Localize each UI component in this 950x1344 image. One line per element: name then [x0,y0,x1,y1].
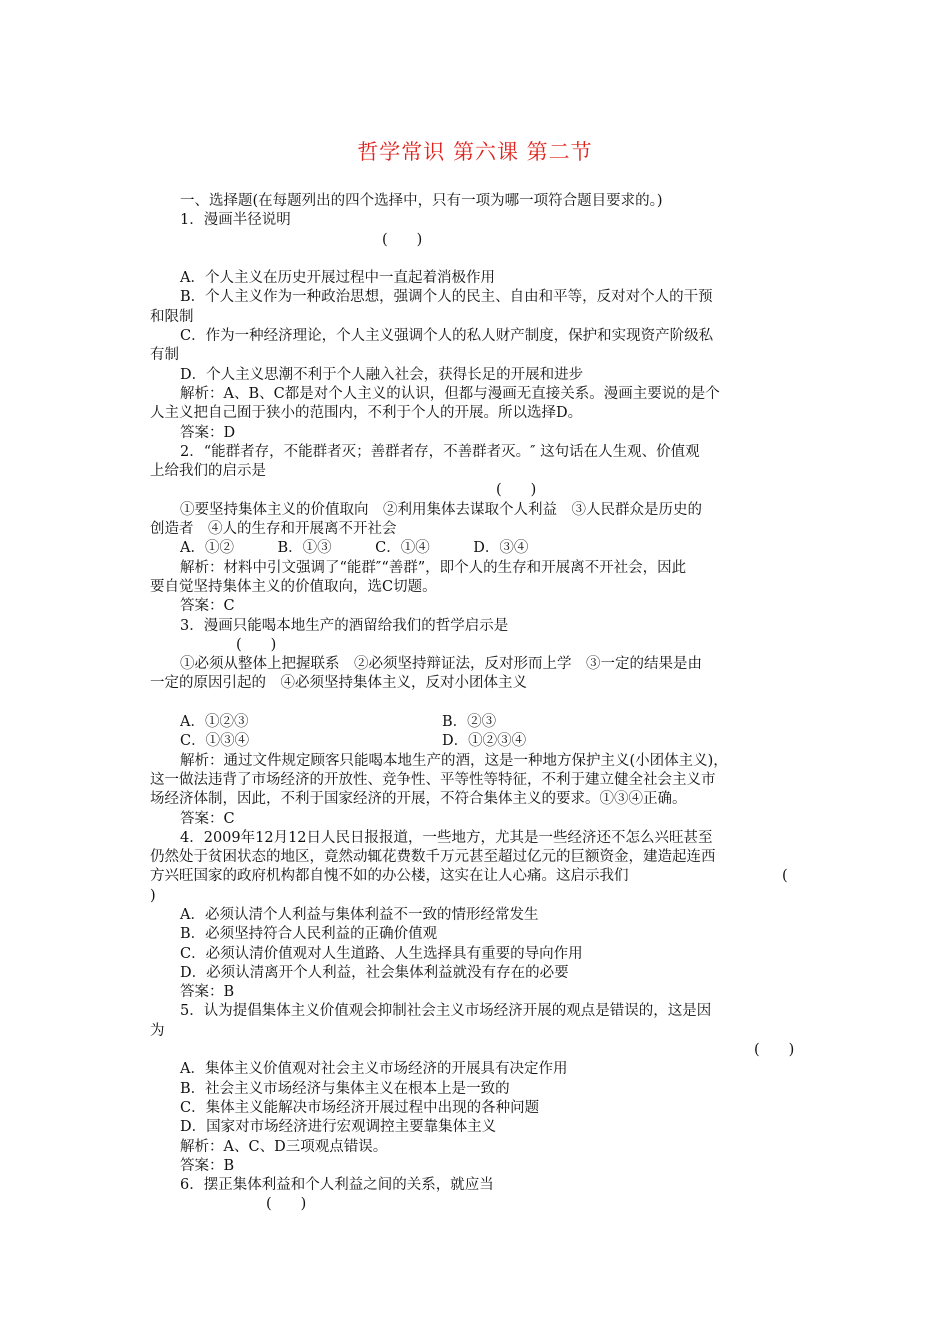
page-title: 哲学常识 第六课 第二节 [357,140,593,164]
q4-option-b: B．必须坚持符合人民利益的正确价值观 [180,926,438,943]
q1-analysis: 解析：A、B、C都是对个人主义的认识，但都与漫画无直接关系。漫画主要说的是个 [180,385,720,402]
q5-option-d: D．国家对市场经济进行宏观调控主要靠集体主义 [180,1119,497,1136]
q2-items-cont: 创造者 ④人的生存和开展离不开社会 [150,521,397,538]
q1-stem: 1．漫画半径说明 [180,212,291,229]
q3-choice-a: A．①②③ [180,714,249,731]
q5-answer: 答案：B [180,1157,235,1174]
q5-option-c: C．集体主义能解决市场经济开展过程中出现的各种问题 [180,1099,540,1116]
q1-option-b: B．个人主义作为一种政治思想，强调个人的民主、自由和平等，反对对个人的干预 [180,289,713,306]
q4-answer-blank-open: ( [782,868,788,885]
q1-answer-blank: ( ) [382,231,423,248]
q2-stem: 2．“能群者存，不能群者灭；善群者存，不善群者灭。″ 这句话在人生观、价值观 [180,443,700,460]
q4-stem: 4．2009年12月12日人民日报报道，一些地方，尤其是一些经济还不怎么兴旺甚至 [180,829,713,846]
q3-choice-d: D．①②③④ [442,733,527,750]
q3-answer-blank: ( ) [236,636,277,653]
q4-stem-cont2 [150,867,806,886]
q3-analysis-cont2: 场经济体制，因此，不利于国家经济的开展，不符合集体主义的要求。①③④正确。 [150,791,687,808]
q2-answer-blank: ( ) [496,482,537,499]
q2-choices: A．①② B．①③ C．①④ D．③④ [180,540,529,557]
q5-answer-blank: ( ) [754,1042,795,1059]
q6-answer-blank: ( ) [266,1196,307,1213]
q2-analysis-cont: 要自觉坚持集体主义的价值取向，选C切题。 [150,578,437,595]
q2-answer: 答案：C [180,598,235,615]
q5-option-b: B．社会主义市场经济与集体主义在根本上是一致的 [180,1080,510,1097]
q1-option-a: A．个人主义在历史开展过程中一直起着消极作用 [180,270,495,287]
q3-analysis-cont: 这一做法违背了市场经济的开放性、竞争性、平等性等特征，不利于建立健全社会主义市 [150,771,716,788]
q3-items-cont: 一定的原因引起的 ④必须坚持集体主义，反对小团体主义 [150,675,527,692]
q1-option-d: D．个人主义思潮不利于个人融入社会，获得长足的开展和进步 [180,366,584,383]
q1-option-c: C．作为一种经济理论，个人主义强调个人的私人财产制度，保护和实现资产阶级私 [180,328,714,345]
q4-stem-text: 方兴旺国家的政府机构都自愧不如的办公楼，这实在让人心痛。这启示我们 [150,868,629,885]
q3-stem: 3．漫画只能喝本地生产的酒留给我们的哲学启示是 [180,617,509,634]
q2-stem-cont: 上给我们的启示是 [150,463,266,480]
q5-analysis: 解析：A、C、D三项观点错误。 [180,1138,388,1155]
q3-choice-c: C．①③④ [180,733,250,750]
q1-option-c-cont: 有制 [150,347,179,364]
q1-answer: 答案：D [180,424,236,441]
q1-option-b-cont: 和限制 [150,308,194,325]
q5-stem-cont: 为 [150,1022,165,1039]
q3-choices-row2 [150,732,806,751]
document-body [150,192,806,1215]
q4-stem-cont: 仍然处于贫困状态的地区，竟然动辄花费数千万元甚至超过亿元的巨额资金，建造起连西 [150,849,716,866]
q4-option-d: D．必须认清离开个人利益，社会集体利益就没有存在的必要 [180,964,569,981]
q1-analysis-cont: 人主义把自己囿于狭小的范围内，不利于个人的开展。所以选择D。 [150,405,583,422]
q4-option-a: A．必须认清个人利益与集体利益不一致的情形经常发生 [180,906,539,923]
q3-items: ①必须从整体上把握联系 ②必须坚持辩证法，反对形而上学 ③一定的结果是由 [180,656,702,673]
q4-answer-blank-close: ) [150,887,156,904]
q5-option-a: A．集体主义价值观对社会主义市场经济的开展具有决定作用 [180,1061,568,1078]
q3-choices-row1 [150,713,806,732]
section-heading: 一、选择题(在每题列出的四个选择中，只有一项为哪一项符合题目要求的。) [180,193,663,209]
q4-answer: 答案：B [180,984,235,1001]
q3-analysis: 解析：通过文件规定顾客只能喝本地生产的酒，这是一种地方保护主义(小团体主义)， [180,752,728,769]
q2-analysis: 解析：材料中引文强调了“能群″“善群”，即个人的生存和开展离不开社会，因此 [180,559,687,576]
q5-stem: 5．认为提倡集体主义价值观会抑制社会主义市场经济开展的观点是错误的，这是因 [180,1003,712,1020]
q3-answer: 答案：C [180,810,235,827]
q6-stem: 6．摆正集体利益和个人利益之间的关系，就应当 [180,1177,494,1194]
q2-items: ①要坚持集体主义的价值取向 ②利用集体去谋取个人利益 ③人民群众是历史的 [180,501,702,518]
q4-option-c: C．必须认清价值观对人生道路、人生选择具有重要的导向作用 [180,945,583,962]
q3-choice-b: B．②③ [442,714,497,731]
